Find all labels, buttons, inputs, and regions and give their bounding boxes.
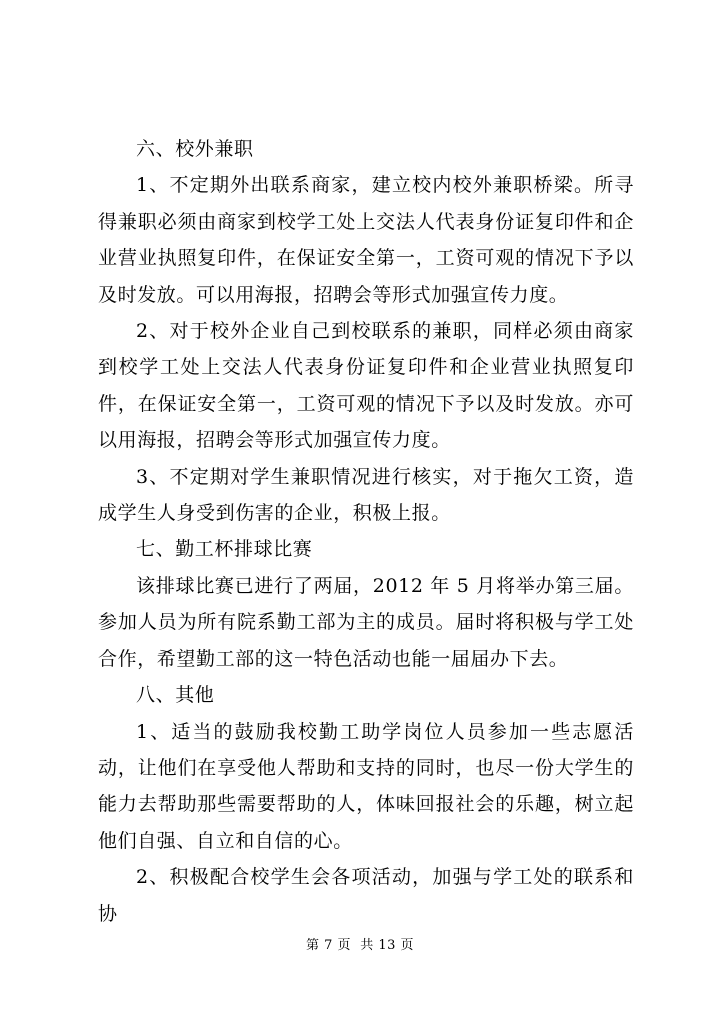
paragraph-2: 2、对于校外企业自己到校联系的兼职，同样必须由商家到校学工处上交法人代表身份证复印件和企业营业执照复印件，在保证安全第一，工资可观的情况下予以及时发放。亦可以用海报，招聘会等形式加强宣传力度。 [98,320,634,452]
section-heading-off-campus-jobs: 六、校外兼职 [136,138,254,160]
document-body [98,131,634,932]
paragraph-5: 1、适当的鼓励我校勤工助学岗位人员参加一些志愿活动，让他们在享受他人帮助和支持的同时，也尽一份大学生的能力去帮助那些需要帮助的人，体味回报社会的乐趣，树立起他们自强、自立和自信的心。 [98,720,634,852]
section-heading-other: 八、其他 [136,684,215,707]
page-number: 第 7 页 共 13 页 [305,938,415,953]
paragraph-6: 2、积极配合校学生会各项活动，加强与学工处的联系和协 [98,866,634,925]
section-heading-volleyball-match: 七、勤工杯排球比赛 [136,538,313,561]
paragraph-3: 3、不定期对学生兼职情况进行核实，对于拖欠工资，造成学生人身受到伤害的企业，积极上报。 [98,465,634,525]
paragraph-1: 1、不定期外出联系商家，建立校内校外兼职桥梁。所寻得兼职必须由商家到校学工处上交法人代表身份证复印件和企业营业执照复印件，在保证安全第一，工资可观的情况下予以及时发放。可以用海报，招聘会等形式加强宣传力度。 [98,174,634,306]
paragraph-4: 该排球比赛已进行了两届，2012 年 5 月将举办第三届。参加人员为所有院系勤工部为主的成员。届时将积极与学工处合作，希望勤工部的这一特色活动也能一届届办下去。 [98,574,634,670]
page-footer [0,937,720,955]
